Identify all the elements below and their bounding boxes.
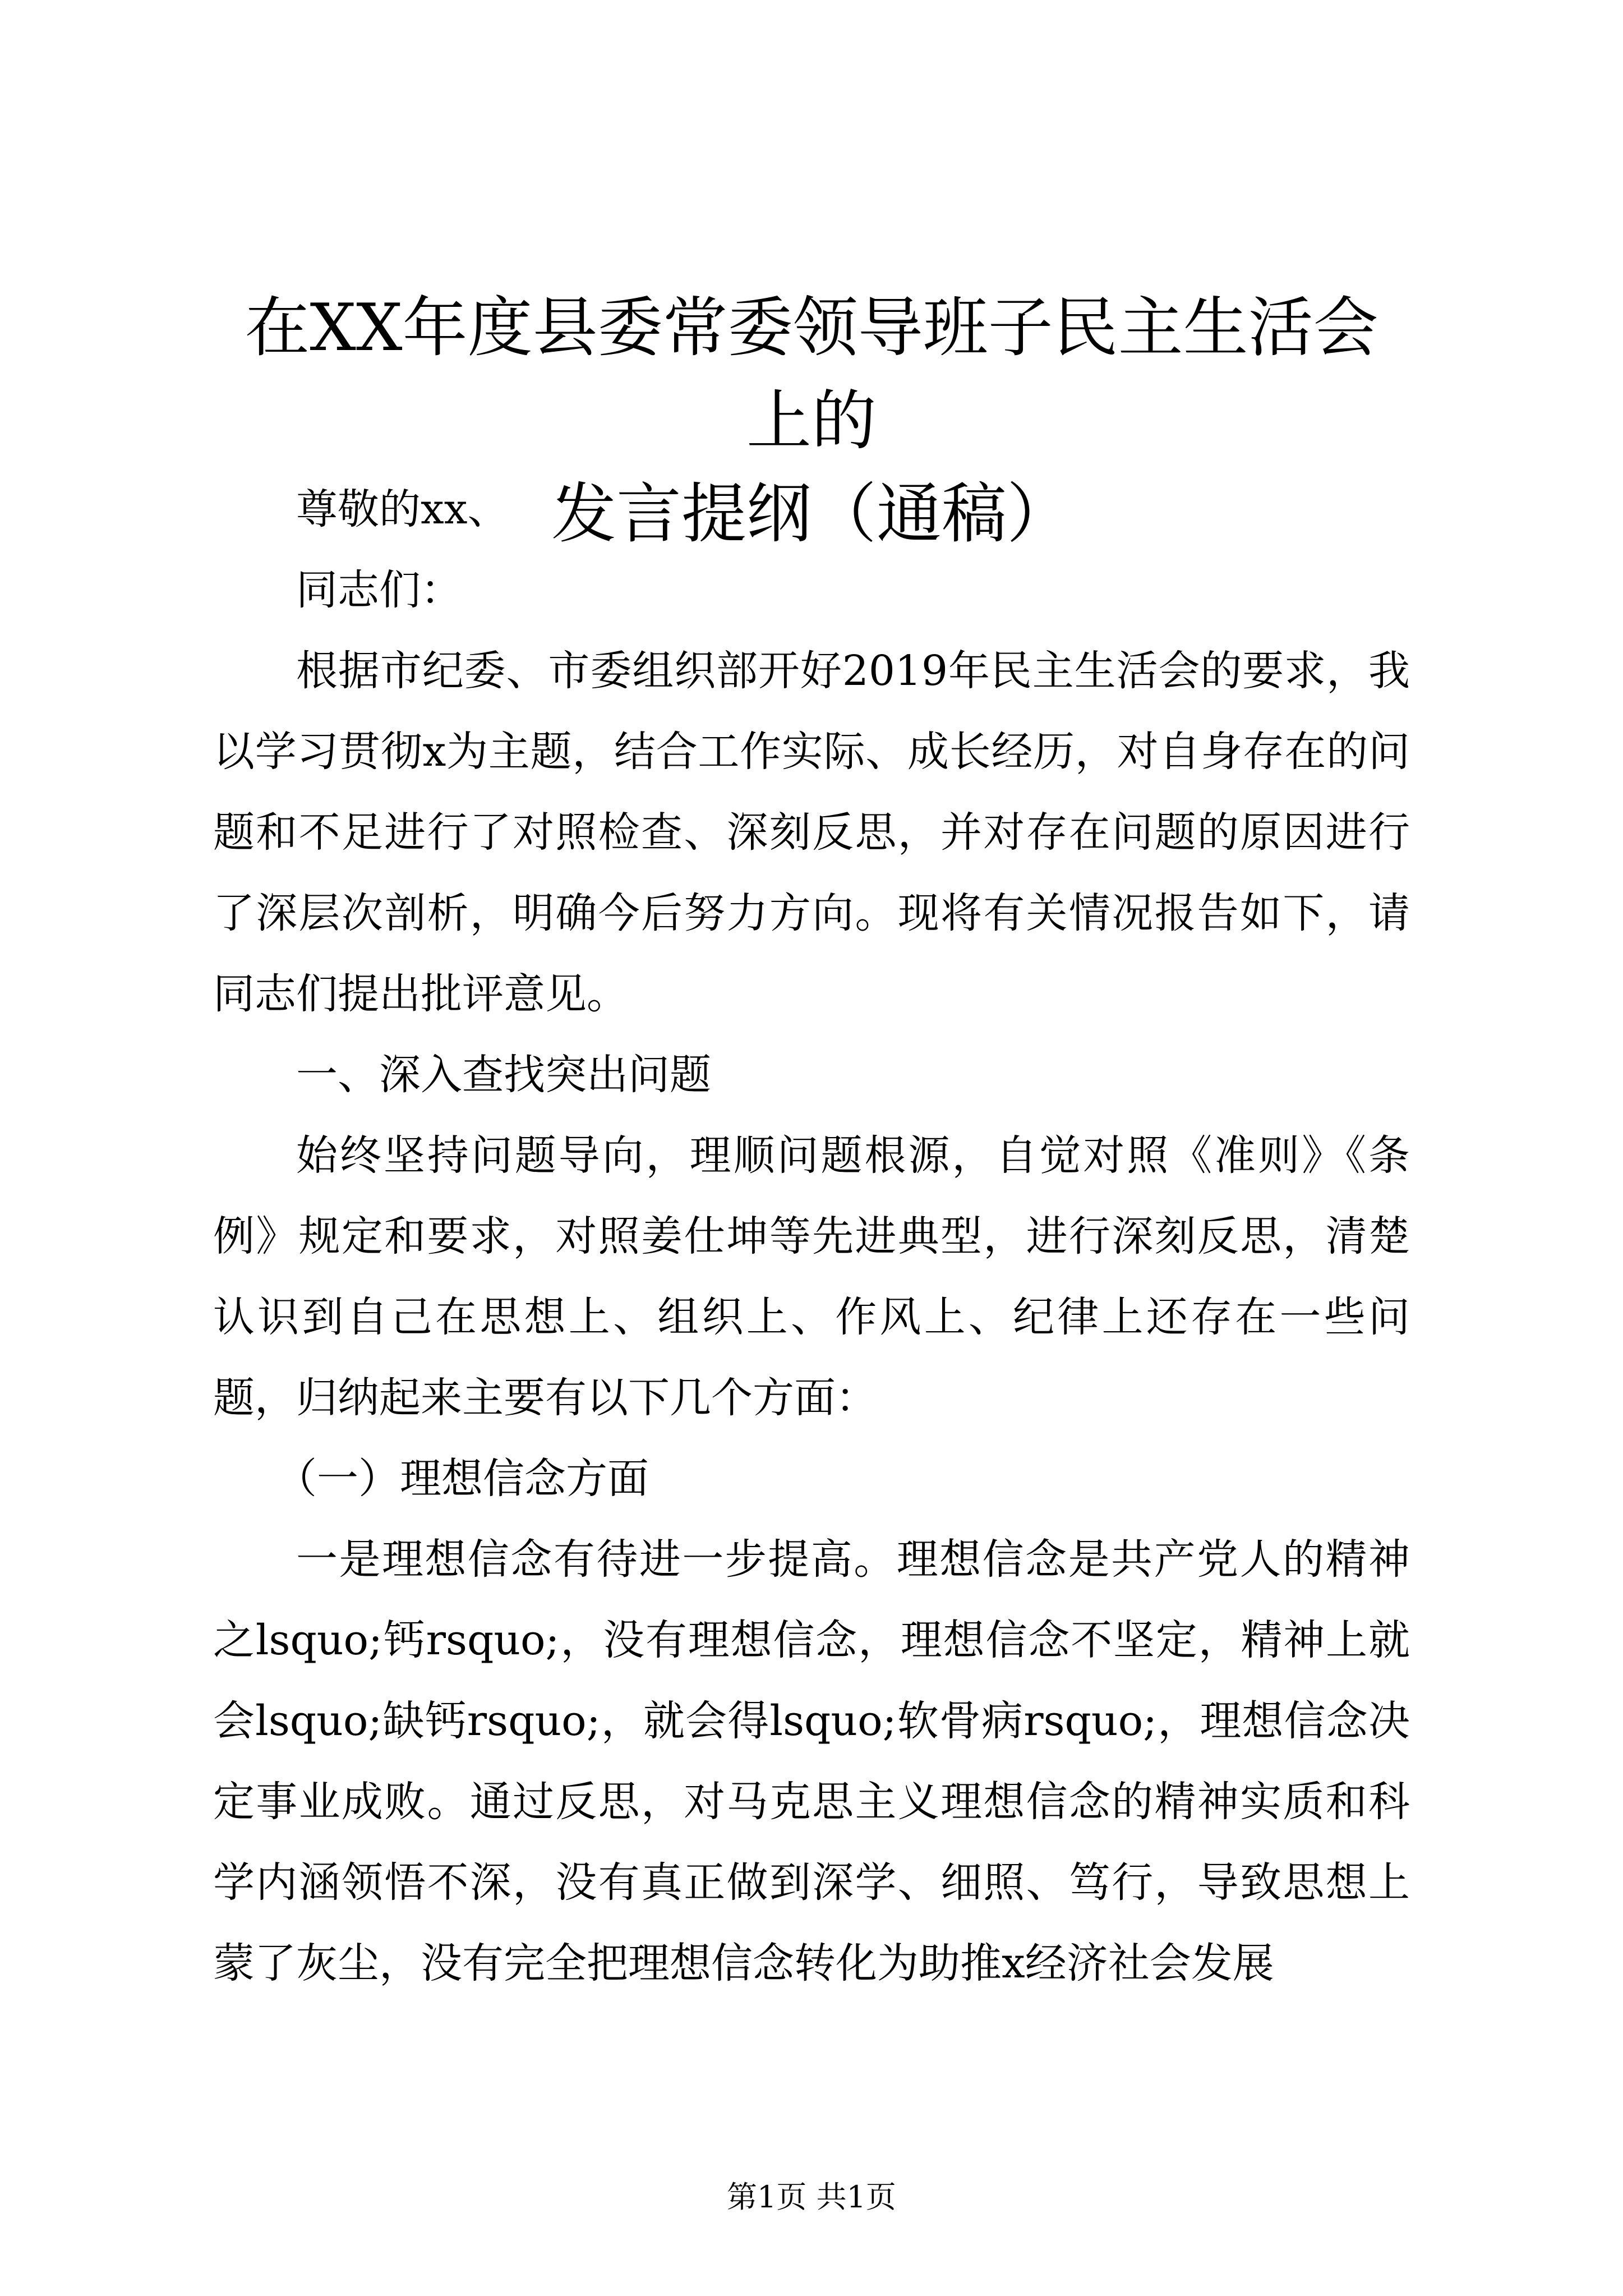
document-body xyxy=(213,469,1410,2004)
subsection-heading: （一）理想信念方面 xyxy=(275,1455,649,1503)
salutation-line: 同志们： xyxy=(296,566,462,614)
section-heading: 一、深入查找突出问题 xyxy=(296,1051,711,1099)
title-line-2: 发言提纲（通稿） xyxy=(551,476,1072,552)
body-paragraph: 根据市纪委、市委组织部开好2019年民主生活会的要求，我以学习贯彻x为主题，结合工作实际、成长经历，对自身存在的问题和不足进行了对照检查、深刻反思，并对存在问题的原因进行了深层次剖析，明确今后努力方向。现将有关情况报告如下，请同志们提出批评意见。 xyxy=(213,647,1410,1018)
body-paragraph: 始终坚持问题导向，理顺问题根源，自觉对照《准则》《条例》规定和要求，对照姜仕坤等先进典型，进行深刻反思，清楚认识到自己在思想上、组织上、作风上、纪律上还存在一些问题，归纳起来主要有以下几个方面： xyxy=(213,1131,1410,1422)
body-paragraph: 一是理想信念有待进一步提高。理想信念是共产党人的精神之lsquo;钙rsquo;，没有理想信念，理想信念不坚定，精神上就会lsquo;缺钙rsquo;，就会得lsquo;软骨病rsquo;，理想信念决定事业成败。通过反思，对马克思主义理想信念的精神实质和科学内涵领悟不深，没有真正做到深学、细照、笃行，导致思想上蒙了灰尘，没有完全把理想信念转化为助推x经济社会发展 xyxy=(213,1535,1410,1987)
title-line-1: 在XX年度县委常委领导班子民主生活会上的 xyxy=(245,290,1378,459)
salutation-line: 尊敬的xx、 xyxy=(296,485,509,533)
page-footer: 第1页 共1页 xyxy=(727,2179,896,2215)
